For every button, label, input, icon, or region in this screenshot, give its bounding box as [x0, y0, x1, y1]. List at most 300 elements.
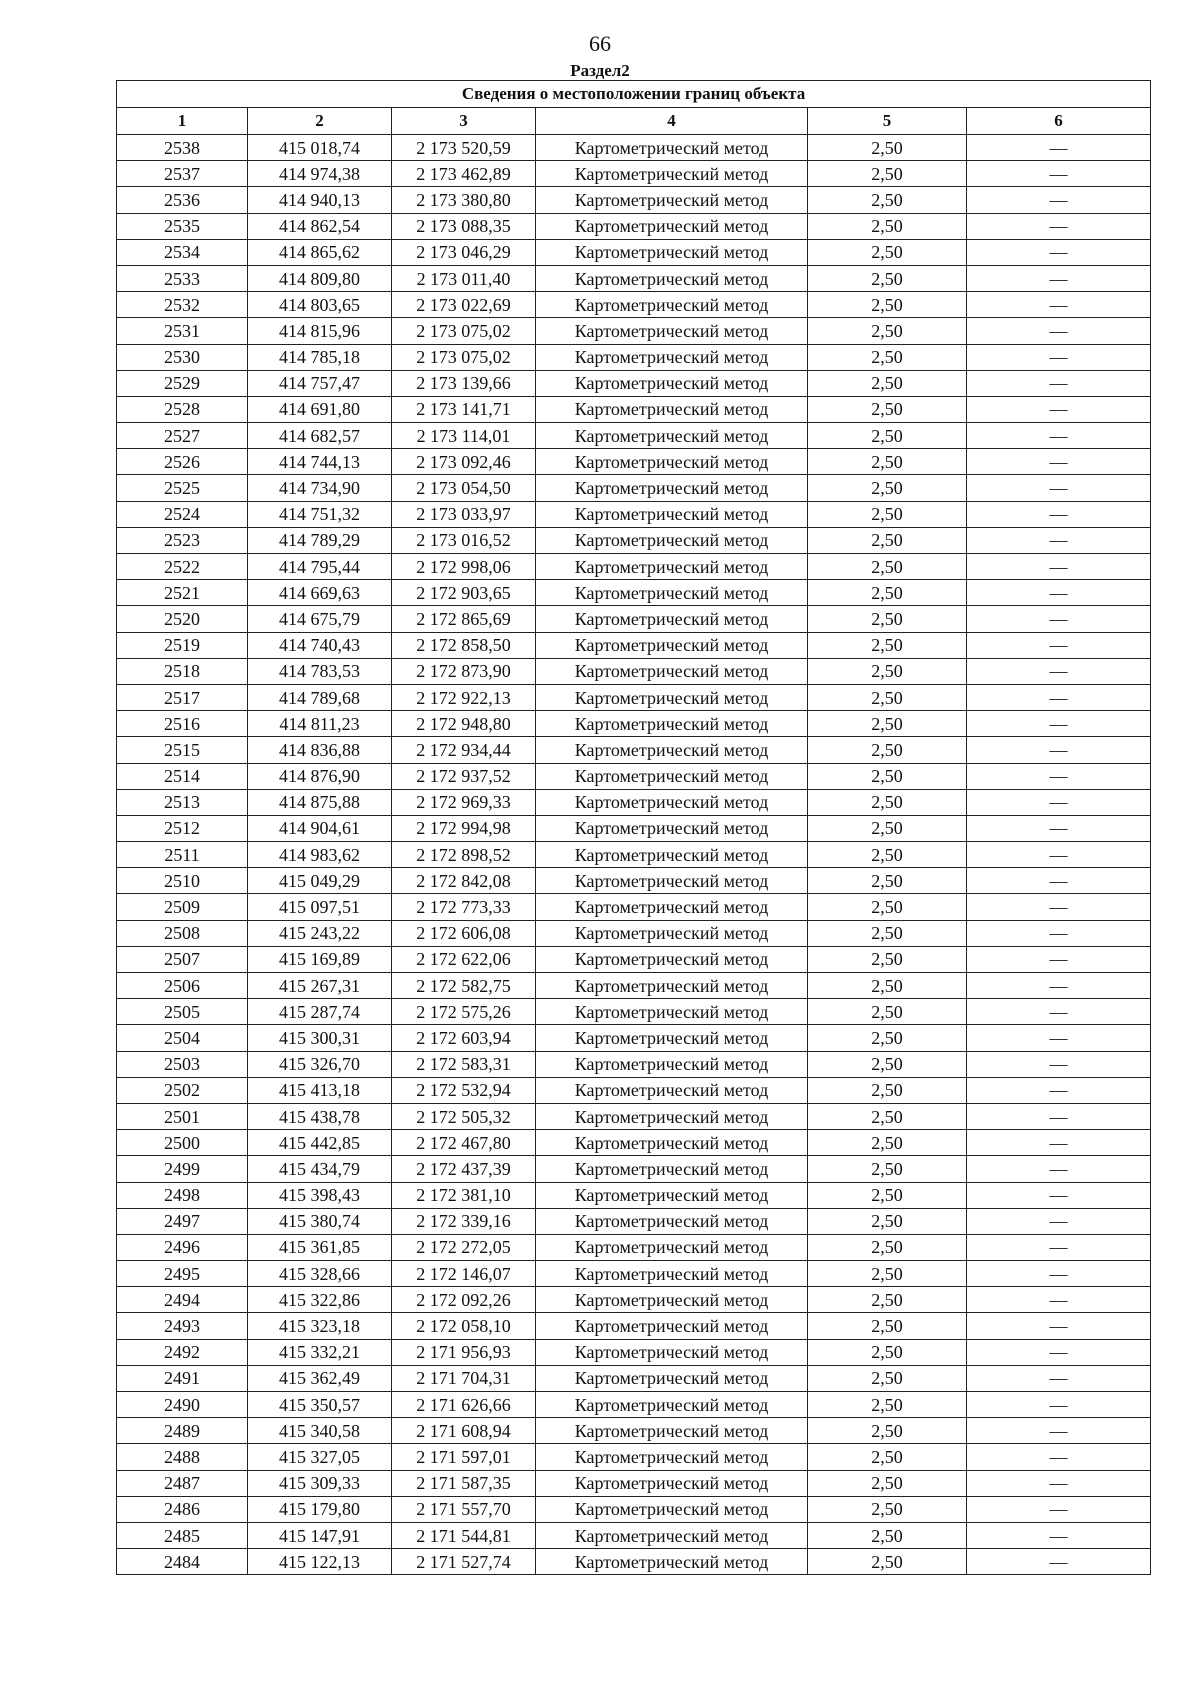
- x-coordinate-cell: 414 875,88: [248, 789, 392, 815]
- x-coordinate-cell: 415 328,66: [248, 1261, 392, 1287]
- point-number-cell: 2484: [117, 1549, 248, 1575]
- y-coordinate-cell: 2 173 088,35: [392, 213, 536, 239]
- y-coordinate-cell: 2 173 054,50: [392, 475, 536, 501]
- description-cell: —: [967, 868, 1151, 894]
- column-number-row: [117, 108, 1151, 135]
- accuracy-cell: 2,50: [808, 815, 967, 841]
- table-row: [117, 1549, 1151, 1575]
- point-number-cell: 2488: [117, 1444, 248, 1470]
- x-coordinate-cell: 414 751,32: [248, 501, 392, 527]
- method-cell: Картометрический метод: [536, 868, 808, 894]
- y-coordinate-cell: 2 172 865,69: [392, 606, 536, 632]
- description-cell: —: [967, 894, 1151, 920]
- y-coordinate-cell: 2 172 948,80: [392, 711, 536, 737]
- method-cell: Картометрический метод: [536, 1287, 808, 1313]
- point-number-cell: 2504: [117, 1025, 248, 1051]
- accuracy-cell: 2,50: [808, 1496, 967, 1522]
- point-number-cell: 2523: [117, 527, 248, 553]
- description-cell: —: [967, 135, 1151, 161]
- x-coordinate-cell: 415 169,89: [248, 946, 392, 972]
- x-coordinate-cell: 415 287,74: [248, 999, 392, 1025]
- y-coordinate-cell: 2 172 381,10: [392, 1182, 536, 1208]
- point-number-cell: 2529: [117, 370, 248, 396]
- method-cell: Картометрический метод: [536, 1365, 808, 1391]
- accuracy-cell: 2,50: [808, 161, 967, 187]
- column-header-1: 1: [117, 108, 248, 135]
- method-cell: Картометрический метод: [536, 1156, 808, 1182]
- method-cell: Картометрический метод: [536, 999, 808, 1025]
- method-cell: Картометрический метод: [536, 161, 808, 187]
- method-cell: Картометрический метод: [536, 1444, 808, 1470]
- accuracy-cell: 2,50: [808, 292, 967, 318]
- column-header-2: 2: [248, 108, 392, 135]
- method-cell: Картометрический метод: [536, 423, 808, 449]
- accuracy-cell: 2,50: [808, 606, 967, 632]
- method-cell: Картометрический метод: [536, 527, 808, 553]
- x-coordinate-cell: 415 322,86: [248, 1287, 392, 1313]
- x-coordinate-cell: 414 682,57: [248, 423, 392, 449]
- x-coordinate-cell: 415 326,70: [248, 1051, 392, 1077]
- y-coordinate-cell: 2 173 380,80: [392, 187, 536, 213]
- method-cell: Картометрический метод: [536, 1339, 808, 1365]
- y-coordinate-cell: 2 172 575,26: [392, 999, 536, 1025]
- accuracy-cell: 2,50: [808, 239, 967, 265]
- method-cell: Картометрический метод: [536, 344, 808, 370]
- accuracy-cell: 2,50: [808, 1549, 967, 1575]
- description-cell: —: [967, 1444, 1151, 1470]
- accuracy-cell: 2,50: [808, 1339, 967, 1365]
- x-coordinate-cell: 415 398,43: [248, 1182, 392, 1208]
- table-row: [117, 475, 1151, 501]
- accuracy-cell: 2,50: [808, 265, 967, 291]
- table-row: [117, 789, 1151, 815]
- table-row: [117, 187, 1151, 213]
- method-cell: Картометрический метод: [536, 501, 808, 527]
- x-coordinate-cell: 415 122,13: [248, 1549, 392, 1575]
- method-cell: Картометрический метод: [536, 265, 808, 291]
- x-coordinate-cell: 415 018,74: [248, 135, 392, 161]
- page-number: 66: [589, 31, 611, 56]
- y-coordinate-cell: 2 173 046,29: [392, 239, 536, 265]
- y-coordinate-cell: 2 171 597,01: [392, 1444, 536, 1470]
- table-row: [117, 606, 1151, 632]
- x-coordinate-cell: 414 876,90: [248, 763, 392, 789]
- point-number-cell: 2500: [117, 1130, 248, 1156]
- method-cell: Картометрический метод: [536, 632, 808, 658]
- x-coordinate-cell: 414 744,13: [248, 449, 392, 475]
- description-cell: —: [967, 1208, 1151, 1234]
- boundary-table: [116, 80, 1151, 1575]
- table-row: [117, 292, 1151, 318]
- accuracy-cell: 2,50: [808, 946, 967, 972]
- description-cell: —: [967, 1077, 1151, 1103]
- accuracy-cell: 2,50: [808, 1130, 967, 1156]
- y-coordinate-cell: 2 172 937,52: [392, 763, 536, 789]
- accuracy-cell: 2,50: [808, 789, 967, 815]
- table-row: [117, 1025, 1151, 1051]
- y-coordinate-cell: 2 173 141,71: [392, 396, 536, 422]
- description-cell: —: [967, 999, 1151, 1025]
- accuracy-cell: 2,50: [808, 1313, 967, 1339]
- description-cell: —: [967, 815, 1151, 841]
- x-coordinate-cell: 414 691,80: [248, 396, 392, 422]
- description-cell: —: [967, 1156, 1151, 1182]
- description-cell: —: [967, 789, 1151, 815]
- description-cell: —: [967, 1549, 1151, 1575]
- y-coordinate-cell: 2 173 092,46: [392, 449, 536, 475]
- table-row: [117, 946, 1151, 972]
- x-coordinate-cell: 415 049,29: [248, 868, 392, 894]
- table-row: [117, 449, 1151, 475]
- caption-row: [117, 81, 1151, 108]
- description-cell: —: [967, 1261, 1151, 1287]
- y-coordinate-cell: 2 172 842,08: [392, 868, 536, 894]
- x-coordinate-cell: 415 327,05: [248, 1444, 392, 1470]
- point-number-cell: 2508: [117, 920, 248, 946]
- description-cell: —: [967, 684, 1151, 710]
- table-row: [117, 1496, 1151, 1522]
- table-row: [117, 1051, 1151, 1077]
- accuracy-cell: 2,50: [808, 580, 967, 606]
- accuracy-cell: 2,50: [808, 1025, 967, 1051]
- description-cell: —: [967, 1339, 1151, 1365]
- accuracy-cell: 2,50: [808, 920, 967, 946]
- point-number-cell: 2502: [117, 1077, 248, 1103]
- table-row: [117, 1182, 1151, 1208]
- table-row: [117, 344, 1151, 370]
- point-number-cell: 2505: [117, 999, 248, 1025]
- point-number-cell: 2537: [117, 161, 248, 187]
- point-number-cell: 2522: [117, 554, 248, 580]
- table-row: [117, 1103, 1151, 1129]
- x-coordinate-cell: 414 811,23: [248, 711, 392, 737]
- accuracy-cell: 2,50: [808, 894, 967, 920]
- table-row: [117, 1156, 1151, 1182]
- y-coordinate-cell: 2 172 606,08: [392, 920, 536, 946]
- description-cell: —: [967, 737, 1151, 763]
- method-cell: Картометрический метод: [536, 1208, 808, 1234]
- method-cell: Картометрический метод: [536, 1418, 808, 1444]
- y-coordinate-cell: 2 172 858,50: [392, 632, 536, 658]
- description-cell: —: [967, 1287, 1151, 1313]
- x-coordinate-cell: 414 675,79: [248, 606, 392, 632]
- table-row: [117, 213, 1151, 239]
- y-coordinate-cell: 2 173 075,02: [392, 318, 536, 344]
- accuracy-cell: 2,50: [808, 1234, 967, 1260]
- description-cell: —: [967, 292, 1151, 318]
- description-cell: —: [967, 842, 1151, 868]
- table-row: [117, 711, 1151, 737]
- x-coordinate-cell: 414 789,68: [248, 684, 392, 710]
- table-row: [117, 370, 1151, 396]
- table-row: [117, 501, 1151, 527]
- x-coordinate-cell: 414 783,53: [248, 658, 392, 684]
- description-cell: —: [967, 1103, 1151, 1129]
- accuracy-cell: 2,50: [808, 1444, 967, 1470]
- accuracy-cell: 2,50: [808, 684, 967, 710]
- description-cell: —: [967, 920, 1151, 946]
- method-cell: Картометрический метод: [536, 1522, 808, 1548]
- point-number-cell: 2486: [117, 1496, 248, 1522]
- accuracy-cell: 2,50: [808, 1392, 967, 1418]
- y-coordinate-cell: 2 173 011,40: [392, 265, 536, 291]
- table-row: [117, 1339, 1151, 1365]
- method-cell: Картометрический метод: [536, 370, 808, 396]
- point-number-cell: 2518: [117, 658, 248, 684]
- method-cell: Картометрический метод: [536, 292, 808, 318]
- accuracy-cell: 2,50: [808, 1103, 967, 1129]
- method-cell: Картометрический метод: [536, 1234, 808, 1260]
- point-number-cell: 2491: [117, 1365, 248, 1391]
- method-cell: Картометрический метод: [536, 1182, 808, 1208]
- point-number-cell: 2492: [117, 1339, 248, 1365]
- x-coordinate-cell: 414 865,62: [248, 239, 392, 265]
- method-cell: Картометрический метод: [536, 318, 808, 344]
- table-row: [117, 868, 1151, 894]
- method-cell: Картометрический метод: [536, 684, 808, 710]
- point-number-cell: 2524: [117, 501, 248, 527]
- method-cell: Картометрический метод: [536, 554, 808, 580]
- y-coordinate-cell: 2 172 603,94: [392, 1025, 536, 1051]
- table-row: [117, 1444, 1151, 1470]
- x-coordinate-cell: 414 940,13: [248, 187, 392, 213]
- table-row: [117, 973, 1151, 999]
- point-number-cell: 2521: [117, 580, 248, 606]
- accuracy-cell: 2,50: [808, 187, 967, 213]
- x-coordinate-cell: 415 350,57: [248, 1392, 392, 1418]
- method-cell: Картометрический метод: [536, 1313, 808, 1339]
- method-cell: Картометрический метод: [536, 1103, 808, 1129]
- table-caption: Сведения о местоположении границ объекта: [117, 81, 1151, 108]
- x-coordinate-cell: 415 361,85: [248, 1234, 392, 1260]
- table-row: [117, 999, 1151, 1025]
- x-coordinate-cell: 414 803,65: [248, 292, 392, 318]
- method-cell: Картометрический метод: [536, 920, 808, 946]
- table-row: [117, 1287, 1151, 1313]
- point-number-cell: 2513: [117, 789, 248, 815]
- y-coordinate-cell: 2 172 922,13: [392, 684, 536, 710]
- method-cell: Картометрический метод: [536, 187, 808, 213]
- accuracy-cell: 2,50: [808, 449, 967, 475]
- x-coordinate-cell: 414 862,54: [248, 213, 392, 239]
- y-coordinate-cell: 2 171 544,81: [392, 1522, 536, 1548]
- accuracy-cell: 2,50: [808, 370, 967, 396]
- point-number-cell: 2516: [117, 711, 248, 737]
- description-cell: —: [967, 501, 1151, 527]
- x-coordinate-cell: 414 983,62: [248, 842, 392, 868]
- x-coordinate-cell: 415 340,58: [248, 1418, 392, 1444]
- accuracy-cell: 2,50: [808, 1522, 967, 1548]
- method-cell: Картометрический метод: [536, 213, 808, 239]
- table-row: [117, 527, 1151, 553]
- x-coordinate-cell: 414 795,44: [248, 554, 392, 580]
- method-cell: Картометрический метод: [536, 1392, 808, 1418]
- x-coordinate-cell: 414 669,63: [248, 580, 392, 606]
- point-number-cell: 2493: [117, 1313, 248, 1339]
- point-number-cell: 2511: [117, 842, 248, 868]
- description-cell: —: [967, 187, 1151, 213]
- x-coordinate-cell: 414 785,18: [248, 344, 392, 370]
- table-row: [117, 554, 1151, 580]
- description-cell: —: [967, 1130, 1151, 1156]
- accuracy-cell: 2,50: [808, 501, 967, 527]
- method-cell: Картометрический метод: [536, 1496, 808, 1522]
- accuracy-cell: 2,50: [808, 658, 967, 684]
- point-number-cell: 2494: [117, 1287, 248, 1313]
- y-coordinate-cell: 2 172 773,33: [392, 894, 536, 920]
- description-cell: —: [967, 318, 1151, 344]
- y-coordinate-cell: 2 172 994,98: [392, 815, 536, 841]
- y-coordinate-cell: 2 172 532,94: [392, 1077, 536, 1103]
- table-row: [117, 1130, 1151, 1156]
- point-number-cell: 2487: [117, 1470, 248, 1496]
- accuracy-cell: 2,50: [808, 1418, 967, 1444]
- method-cell: Картометрический метод: [536, 1051, 808, 1077]
- method-cell: Картометрический метод: [536, 815, 808, 841]
- y-coordinate-cell: 2 171 626,66: [392, 1392, 536, 1418]
- point-number-cell: 2530: [117, 344, 248, 370]
- point-number-cell: 2499: [117, 1156, 248, 1182]
- method-cell: Картометрический метод: [536, 894, 808, 920]
- description-cell: —: [967, 213, 1151, 239]
- accuracy-cell: 2,50: [808, 423, 967, 449]
- table-row: [117, 318, 1151, 344]
- x-coordinate-cell: 414 815,96: [248, 318, 392, 344]
- accuracy-cell: 2,50: [808, 1365, 967, 1391]
- accuracy-cell: 2,50: [808, 1077, 967, 1103]
- x-coordinate-cell: 415 309,33: [248, 1470, 392, 1496]
- y-coordinate-cell: 2 171 704,31: [392, 1365, 536, 1391]
- accuracy-cell: 2,50: [808, 318, 967, 344]
- x-coordinate-cell: 414 974,38: [248, 161, 392, 187]
- description-cell: —: [967, 1182, 1151, 1208]
- table-row: [117, 265, 1151, 291]
- y-coordinate-cell: 2 171 557,70: [392, 1496, 536, 1522]
- y-coordinate-cell: 2 172 467,80: [392, 1130, 536, 1156]
- y-coordinate-cell: 2 172 058,10: [392, 1313, 536, 1339]
- y-coordinate-cell: 2 172 903,65: [392, 580, 536, 606]
- table-row: [117, 1261, 1151, 1287]
- x-coordinate-cell: 415 442,85: [248, 1130, 392, 1156]
- point-number-cell: 2535: [117, 213, 248, 239]
- y-coordinate-cell: 2 172 898,52: [392, 842, 536, 868]
- description-cell: —: [967, 1313, 1151, 1339]
- x-coordinate-cell: 414 757,47: [248, 370, 392, 396]
- table-row: [117, 894, 1151, 920]
- point-number-cell: 2495: [117, 1261, 248, 1287]
- method-cell: Картометрический метод: [536, 396, 808, 422]
- description-cell: —: [967, 161, 1151, 187]
- description-cell: —: [967, 658, 1151, 684]
- description-cell: —: [967, 973, 1151, 999]
- point-number-cell: 2510: [117, 868, 248, 894]
- y-coordinate-cell: 2 172 437,39: [392, 1156, 536, 1182]
- x-coordinate-cell: 414 904,61: [248, 815, 392, 841]
- y-coordinate-cell: 2 173 075,02: [392, 344, 536, 370]
- description-cell: —: [967, 1522, 1151, 1548]
- y-coordinate-cell: 2 172 622,06: [392, 946, 536, 972]
- y-coordinate-cell: 2 173 139,66: [392, 370, 536, 396]
- point-number-cell: 2489: [117, 1418, 248, 1444]
- x-coordinate-cell: 415 179,80: [248, 1496, 392, 1522]
- description-cell: —: [967, 239, 1151, 265]
- accuracy-cell: 2,50: [808, 213, 967, 239]
- point-number-cell: 2501: [117, 1103, 248, 1129]
- point-number-cell: 2485: [117, 1522, 248, 1548]
- accuracy-cell: 2,50: [808, 475, 967, 501]
- method-cell: Картометрический метод: [536, 1130, 808, 1156]
- x-coordinate-cell: 415 380,74: [248, 1208, 392, 1234]
- table-row: [117, 1077, 1151, 1103]
- x-coordinate-cell: 415 243,22: [248, 920, 392, 946]
- y-coordinate-cell: 2 172 582,75: [392, 973, 536, 999]
- description-cell: —: [967, 1365, 1151, 1391]
- y-coordinate-cell: 2 173 016,52: [392, 527, 536, 553]
- accuracy-cell: 2,50: [808, 1287, 967, 1313]
- y-coordinate-cell: 2 171 587,35: [392, 1470, 536, 1496]
- table-row: [117, 658, 1151, 684]
- description-cell: —: [967, 370, 1151, 396]
- point-number-cell: 2507: [117, 946, 248, 972]
- table-row: [117, 1392, 1151, 1418]
- accuracy-cell: 2,50: [808, 1156, 967, 1182]
- description-cell: —: [967, 1025, 1151, 1051]
- y-coordinate-cell: 2 171 527,74: [392, 1549, 536, 1575]
- accuracy-cell: 2,50: [808, 1261, 967, 1287]
- point-number-cell: 2527: [117, 423, 248, 449]
- method-cell: Картометрический метод: [536, 1077, 808, 1103]
- x-coordinate-cell: 414 836,88: [248, 737, 392, 763]
- y-coordinate-cell: 2 172 583,31: [392, 1051, 536, 1077]
- point-number-cell: 2496: [117, 1234, 248, 1260]
- point-number-cell: 2515: [117, 737, 248, 763]
- description-cell: —: [967, 527, 1151, 553]
- x-coordinate-cell: 415 413,18: [248, 1077, 392, 1103]
- y-coordinate-cell: 2 173 462,89: [392, 161, 536, 187]
- description-cell: —: [967, 632, 1151, 658]
- point-number-cell: 2532: [117, 292, 248, 318]
- x-coordinate-cell: 414 740,43: [248, 632, 392, 658]
- description-cell: —: [967, 1496, 1151, 1522]
- accuracy-cell: 2,50: [808, 868, 967, 894]
- point-number-cell: 2506: [117, 973, 248, 999]
- accuracy-cell: 2,50: [808, 527, 967, 553]
- y-coordinate-cell: 2 173 114,01: [392, 423, 536, 449]
- description-cell: —: [967, 946, 1151, 972]
- table-header: [117, 81, 1151, 135]
- table-row: [117, 632, 1151, 658]
- description-cell: —: [967, 396, 1151, 422]
- point-number-cell: 2534: [117, 239, 248, 265]
- accuracy-cell: 2,50: [808, 1208, 967, 1234]
- point-number-cell: 2533: [117, 265, 248, 291]
- description-cell: —: [967, 606, 1151, 632]
- description-cell: —: [967, 475, 1151, 501]
- table-row: [117, 842, 1151, 868]
- description-cell: —: [967, 423, 1151, 449]
- column-header-5: 5: [808, 108, 967, 135]
- y-coordinate-cell: 2 172 505,32: [392, 1103, 536, 1129]
- method-cell: Картометрический метод: [536, 658, 808, 684]
- accuracy-cell: 2,50: [808, 1182, 967, 1208]
- point-number-cell: 2525: [117, 475, 248, 501]
- method-cell: Картометрический метод: [536, 239, 808, 265]
- point-number-cell: 2514: [117, 763, 248, 789]
- description-cell: —: [967, 1392, 1151, 1418]
- section-title: Раздел2: [570, 61, 630, 80]
- table-row: [117, 1234, 1151, 1260]
- y-coordinate-cell: 2 172 272,05: [392, 1234, 536, 1260]
